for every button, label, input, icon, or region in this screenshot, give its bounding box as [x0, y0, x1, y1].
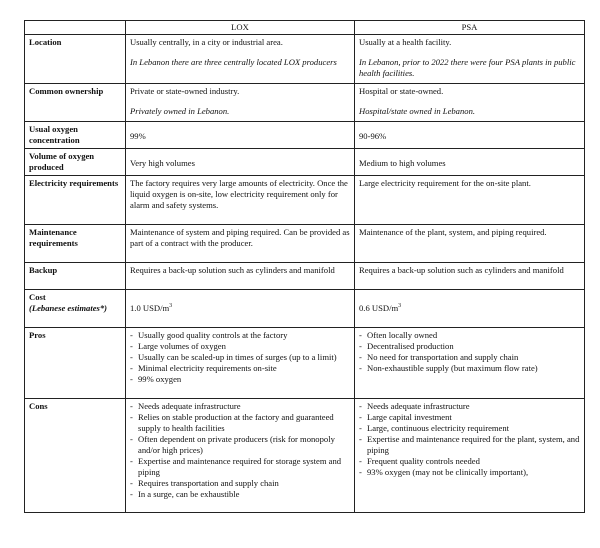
list-item: - Needs adequate infrastructure [130, 401, 350, 412]
list-item: - 99% oxygen [130, 374, 350, 385]
cell-text: Usually centrally, in a city or industrial area. [130, 37, 283, 47]
list-item: - Large, continuous electricity requirement [359, 423, 580, 434]
list-item: - Large capital investment [359, 412, 580, 423]
list-item: - Large volumes of oxygen [130, 341, 350, 352]
cell-psa [355, 328, 585, 399]
cell-psa [355, 290, 585, 328]
row-label [25, 290, 126, 328]
cell-note: Privately owned in Lebanon. [130, 106, 230, 116]
row-location [25, 35, 585, 84]
list-item: - Often locally owned [359, 330, 580, 341]
row-label: Common ownership [25, 84, 126, 122]
row-concentration [25, 122, 585, 149]
cell-psa [355, 84, 585, 122]
cell-lox [126, 328, 355, 399]
comparison-table-wrapper [24, 20, 584, 513]
cons-list-lox [130, 401, 350, 500]
cell-psa: 90-96% [355, 122, 585, 149]
header-empty-cell [25, 21, 126, 35]
cell-lox: Maintenance of system and piping required. Can be provided as part of a contract with the producer. [126, 225, 355, 263]
cell-note: In Lebanon there are three centrally located LOX producers [130, 57, 337, 67]
row-cons [25, 399, 585, 513]
cell-lox [126, 84, 355, 122]
list-item: - Relies on stable production at the factory and guaranteed supply to health facilities [130, 412, 350, 434]
cell-psa [355, 399, 585, 513]
cell-lox: Requires a back-up solution such as cylinders and manifold [126, 263, 355, 290]
cost-value: 1.0 USD/m [130, 303, 170, 313]
list-item: - Usually good quality controls at the factory [130, 330, 350, 341]
row-maintenance [25, 225, 585, 263]
cell-lox: 99% [126, 122, 355, 149]
cell-psa: Maintenance of the plant, system, and piping required. [355, 225, 585, 263]
row-backup [25, 263, 585, 290]
cell-text: Private or state-owned industry. [130, 86, 240, 96]
list-item: - 93% oxygen (may not be clinically important), [359, 467, 580, 478]
lox-psa-comparison-table [24, 20, 585, 513]
row-label: Cons [25, 399, 126, 513]
row-cost [25, 290, 585, 328]
list-item: - Expertise and maintenance required for storage system and piping [130, 456, 350, 478]
header-row [25, 21, 585, 35]
cell-text: Hospital or state-owned. [359, 86, 444, 96]
cell-lox: Very high volumes [126, 149, 355, 176]
cost-unit-superscript: 3 [398, 303, 402, 310]
list-item: - Decentralised production [359, 341, 580, 352]
row-label: Pros [25, 328, 126, 399]
row-label: Electricity requirements [25, 176, 126, 225]
row-electricity [25, 176, 585, 225]
row-volume [25, 149, 585, 176]
list-item: - Minimal electricity requirements on-site [130, 363, 350, 374]
pros-list-psa [359, 330, 580, 374]
cost-value: 0.6 USD/m [359, 303, 399, 313]
cell-note: Hospital/state owned in Lebanon. [359, 106, 476, 116]
row-label-text: Cost [29, 292, 46, 302]
list-item: - Needs adequate infrastructure [359, 401, 580, 412]
list-item: - Non-exhaustible supply (but maximum flow rate) [359, 363, 580, 374]
cell-lox [126, 290, 355, 328]
cell-note: In Lebanon, prior to 2022 there were four PSA plants in public health facilities. [359, 57, 576, 78]
header-psa: PSA [355, 21, 585, 35]
list-item: - Usually can be scaled-up in times of surges (up to a limit) [130, 352, 350, 363]
cell-psa: Requires a back-up solution such as cylinders and manifold [355, 263, 585, 290]
cons-list-psa [359, 401, 580, 478]
row-label: Usual oxygen concentration [25, 122, 126, 149]
list-item: - Frequent quality controls needed [359, 456, 580, 467]
row-ownership [25, 84, 585, 122]
pros-list-lox [130, 330, 350, 385]
cell-psa [355, 35, 585, 84]
cell-lox [126, 35, 355, 84]
list-item: - No need for transportation and supply chain [359, 352, 580, 363]
cell-text: Usually at a health facility. [359, 37, 452, 47]
row-label: Backup [25, 263, 126, 290]
cell-psa: Medium to high volumes [355, 149, 585, 176]
cell-lox: The factory requires very large amounts of electricity. Once the liquid oxygen is on-site, low electricity requirement only for alarm and safety systems. [126, 176, 355, 225]
row-label: Location [25, 35, 126, 84]
row-label: Volume of oxygen produced [25, 149, 126, 176]
cell-lox [126, 399, 355, 513]
list-item: - Requires transportation and supply chain [130, 478, 350, 489]
cost-unit-superscript: 3 [169, 303, 173, 310]
row-pros [25, 328, 585, 399]
row-label-subtext: (Lebanese estimates*) [29, 303, 108, 313]
cell-psa: Large electricity requirement for the on-site plant. [355, 176, 585, 225]
row-label: Maintenance requirements [25, 225, 126, 263]
header-lox: LOX [126, 21, 355, 35]
list-item: - Often dependent on private producers (risk for monopoly and/or high prices) [130, 434, 350, 456]
list-item: - In a surge, can be exhaustible [130, 489, 350, 500]
list-item: - Expertise and maintenance required for the plant, system, and piping [359, 434, 580, 456]
